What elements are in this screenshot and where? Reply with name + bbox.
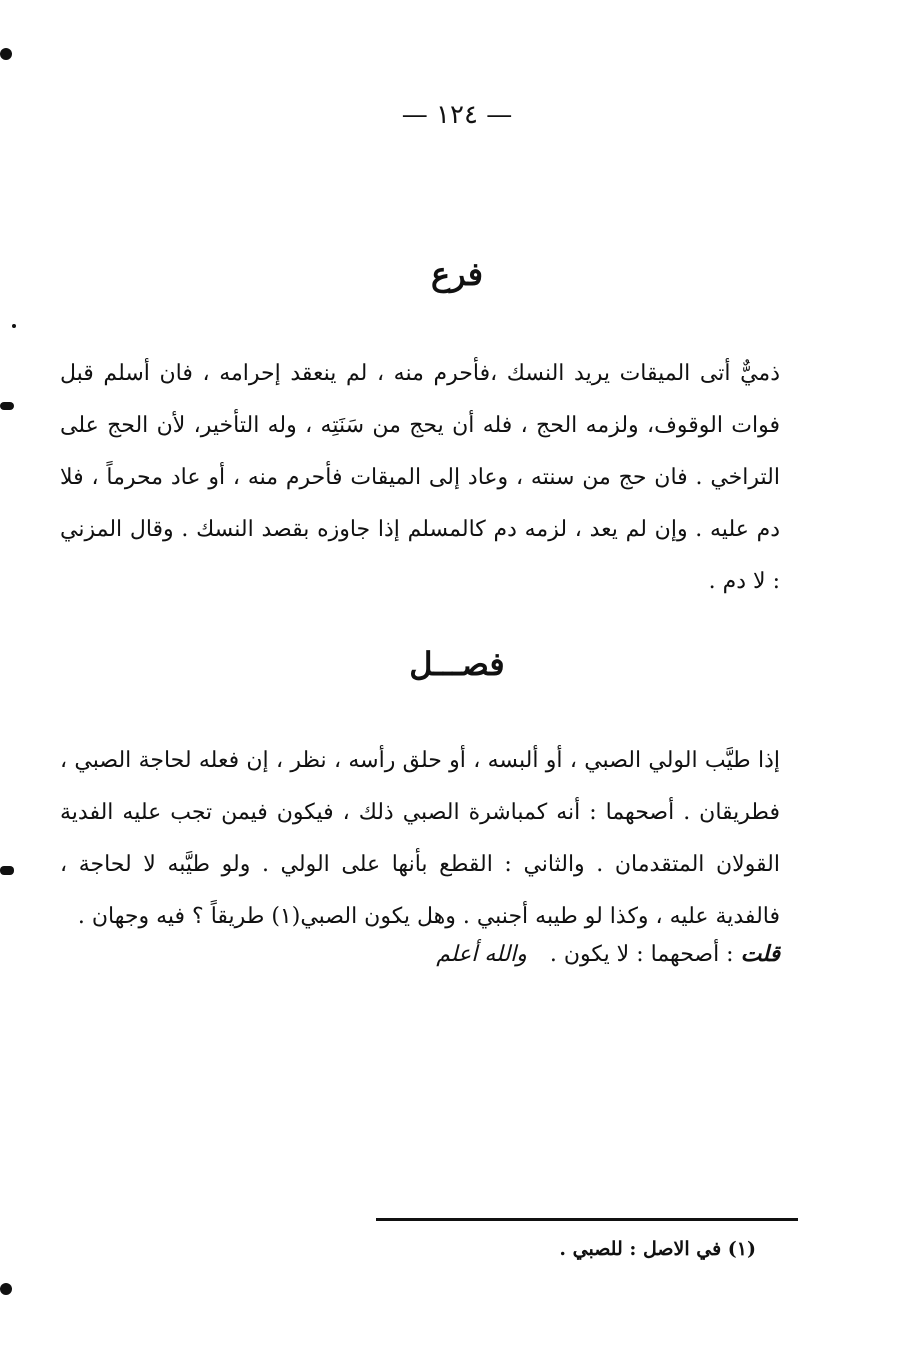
page-number: — ١٢٤ — <box>401 100 513 130</box>
footnote-rule <box>376 1218 798 1221</box>
section-heading-fasl: فصـــل <box>409 645 505 683</box>
closing-text: : أصحهما : لا يكون . <box>549 942 734 967</box>
footnote: (١) في الاصل : للصبي . <box>559 1238 756 1260</box>
scan-edge-mark <box>0 402 14 410</box>
scan-speck <box>12 324 16 328</box>
qult-label: قلت <box>740 941 780 967</box>
scan-edge-mark <box>0 1283 12 1295</box>
closing-formula: والله أعلم <box>436 942 527 967</box>
scan-edge-mark <box>0 48 12 60</box>
paragraph-far3: ذميٌّ أتى الميقات يريد النسك ،فأحرم منه ، لم ينعقد إحرامه ، فان أسلم قبل فوات الوقوف، ولزمه الحج ، فله أن يحج من سَنَتِه ، وله التأخير، لأن الحج على التراخي . فان حج من سنته ، وعاد إلى الميقات فأحرم منه ، أو عاد محرماً ، فلا دم عليه . وإن لم يعد ، لزمه دم كالمسلم إذا جاوزه بقصد النسك . وقال المزني : لا دم . <box>60 361 780 594</box>
closing-line <box>60 930 780 979</box>
paragraph-fasl: إذا طيَّب الولي الصبي ، أو ألبسه ، أو حلق رأسه ، نظر ، إن فعله لحاجة الصبي ، فطريقان . أصحهما : أنه كمباشرة الصبي ذلك ، فيكون فيمن تجب عليه الفدية القولان المتقدمان . والثاني : القطع بأنها على الولي . ولو طيَّبه لا لحاجة ، فالفدية عليه ، وكذا لو طيبه أجنبي . وهل يكون الصبي(١) طريقاً ؟ فيه وجهان . <box>60 748 780 929</box>
scan-edge-mark <box>0 866 14 875</box>
section-heading-far3: فرع <box>430 255 484 293</box>
